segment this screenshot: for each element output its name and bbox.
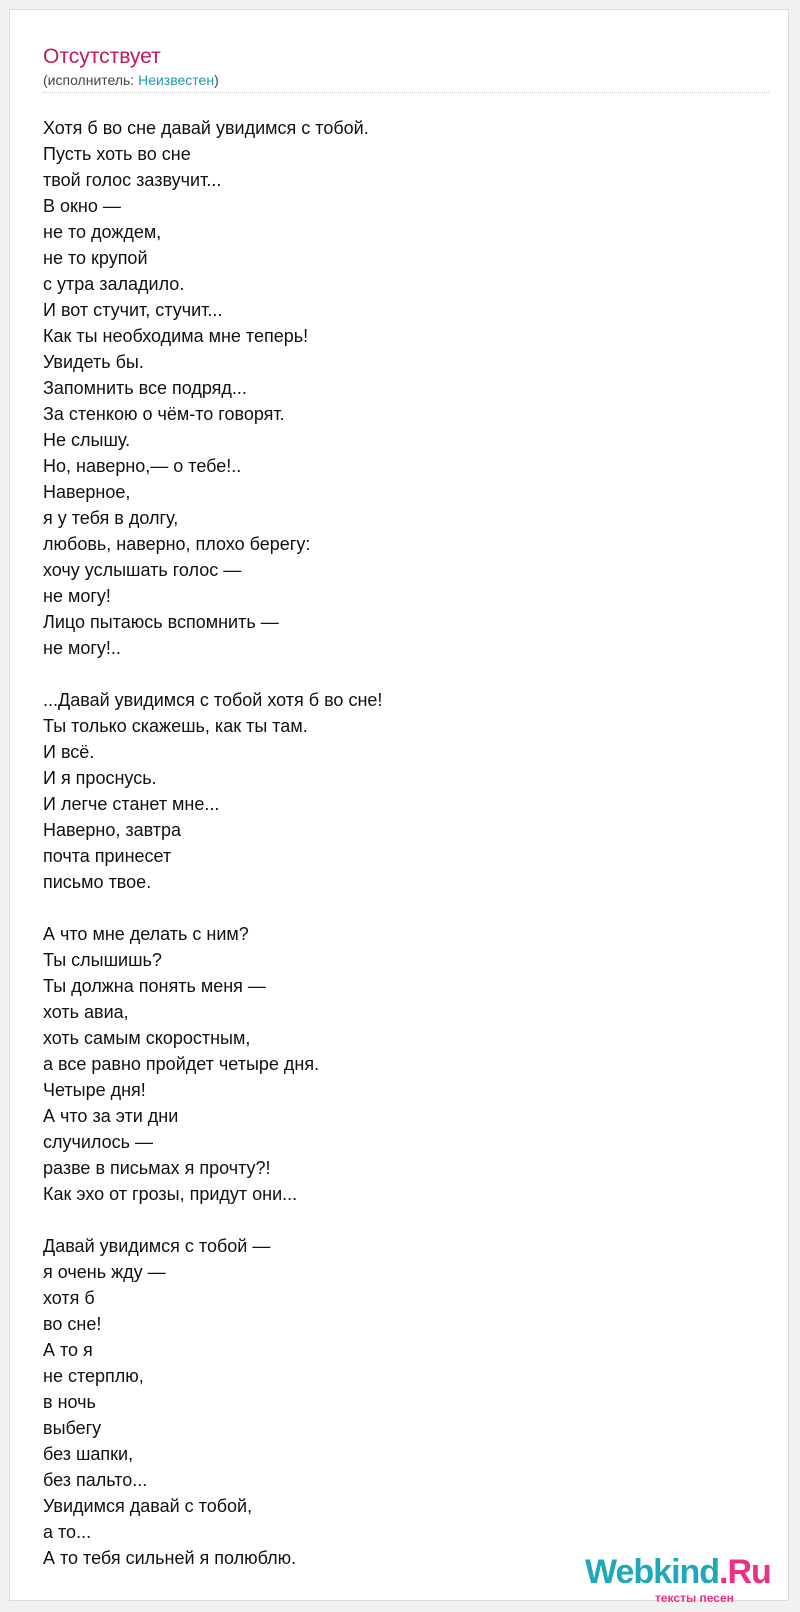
lyrics-stanza — [43, 115, 382, 661]
lyric-line: А что за эти дни — [43, 1106, 179, 1126]
lyrics-body — [43, 115, 382, 1597]
lyric-line: И я проснусь. — [43, 768, 157, 788]
lyric-line: без пальто... — [43, 1470, 148, 1490]
lyric-line: Увидеть бы. — [43, 352, 144, 372]
lyric-line: а то... — [43, 1522, 92, 1542]
lyric-line: я у тебя в долгу, — [43, 508, 179, 528]
watermark-tld: .Ru — [719, 1553, 771, 1591]
site-watermark — [585, 1555, 785, 1611]
lyric-line: Но, наверно,— о тебе!.. — [43, 456, 242, 476]
lyric-line: не могу!.. — [43, 638, 121, 658]
lyric-line: без шапки, — [43, 1444, 134, 1464]
artist-link[interactable]: Неизвестен — [138, 72, 215, 88]
lyrics-stanza — [43, 1233, 382, 1571]
song-title: Отсутствует — [43, 45, 161, 68]
lyric-line: Лицо пытаюсь вспомнить — — [43, 612, 279, 632]
lyric-line: не то крупой — [43, 248, 148, 268]
lyric-line: случилось — — [43, 1132, 154, 1152]
lyric-line: Увидимся давай с тобой, — [43, 1496, 253, 1516]
lyric-line: А что мне делать с ним? — [43, 924, 249, 944]
lyric-line: Пусть хоть во сне — [43, 144, 191, 164]
lyric-line: не могу! — [43, 586, 111, 606]
lyric-line: в ночь — [43, 1392, 96, 1412]
watermark-brand: Webkind — [585, 1553, 720, 1591]
lyric-line: Четыре дня! — [43, 1080, 146, 1100]
lyric-line: во сне! — [43, 1314, 102, 1334]
watermark-logo — [585, 1555, 771, 1589]
byline-suffix: ) — [214, 72, 219, 88]
lyric-line: твой голос зазвучит... — [43, 170, 222, 190]
lyric-line: Ты должна понять меня — — [43, 976, 266, 996]
lyric-line: Как ты необходима мне теперь! — [43, 326, 309, 346]
lyric-line: разве в письмах я прочту?! — [43, 1158, 271, 1178]
watermark-tagline: тексты песен — [655, 1591, 734, 1605]
lyric-line: любовь, наверно, плохо берегу: — [43, 534, 311, 554]
lyric-line: письмо твое. — [43, 872, 152, 892]
lyric-line: хоть авиа, — [43, 1002, 129, 1022]
lyric-line: хочу услышать голос — — [43, 560, 242, 580]
lyric-line: Наверное, — [43, 482, 131, 502]
lyric-line: За стенкою о чём-то говорят. — [43, 404, 285, 424]
lyric-line: Как эхо от грозы, придут они... — [43, 1184, 298, 1204]
byline-prefix: (исполнитель: — [43, 72, 139, 88]
lyric-line: Хотя б во сне давай увидимся с тобой. — [43, 118, 369, 138]
lyric-line: А то я — [43, 1340, 93, 1360]
lyric-line: а все равно пройдет четыре дня. — [43, 1054, 320, 1074]
lyric-line: И всё. — [43, 742, 95, 762]
lyric-line: Ты только скажешь, как ты там. — [43, 716, 308, 736]
lyric-line: Ты слышишь? — [43, 950, 162, 970]
lyric-line: Давай увидимся с тобой — — [43, 1236, 271, 1256]
lyric-line: А то тебя сильней я полюблю. — [43, 1548, 297, 1568]
lyric-line: В окно — — [43, 196, 121, 216]
lyric-line: не стерплю, — [43, 1366, 144, 1386]
lyric-line: И вот стучит, стучит... — [43, 300, 223, 320]
lyrics-stanza — [43, 687, 382, 895]
title-divider — [43, 92, 769, 93]
content-card — [9, 9, 789, 1605]
lyric-line: Запомнить все подряд... — [43, 378, 247, 398]
lyric-line: хоть самым скоростным, — [43, 1028, 251, 1048]
lyric-line: не то дождем, — [43, 222, 162, 242]
lyric-line: ...Давай увидимся с тобой хотя б во сне! — [43, 690, 383, 710]
lyrics-stanza — [43, 921, 382, 1207]
lyric-line: Не слышу. — [43, 430, 131, 450]
lyric-line: Наверно, завтра — [43, 820, 182, 840]
lyric-line: с утра заладило. — [43, 274, 185, 294]
lyric-line: выбегу — [43, 1418, 102, 1438]
lyric-line: я очень жду — — [43, 1262, 166, 1282]
artist-byline — [43, 73, 219, 87]
lyric-line: хотя б — [43, 1288, 95, 1308]
lyric-line: И легче станет мне... — [43, 794, 220, 814]
lyric-line: почта принесет — [43, 846, 172, 866]
